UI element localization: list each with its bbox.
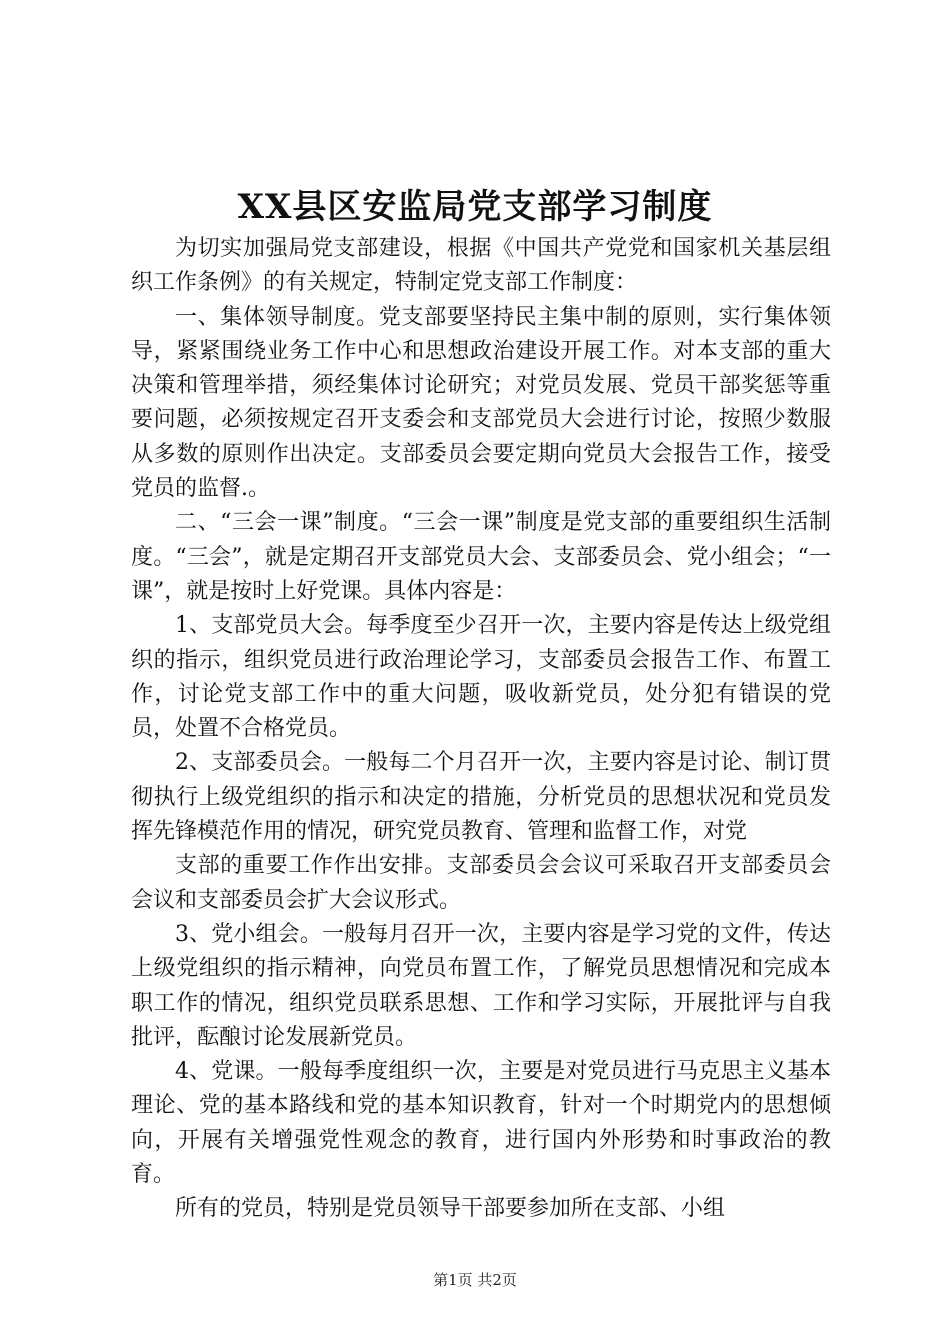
branch-member-assembly-paragraph: 1、支部党员大会。每季度至少召开一次，主要内容是传达上级党组织的指示，组织党员进行政治理论学习，支部委员会报告工作、布置工作，讨论党支部工作中的重大问题，吸收新党员，处分犯有错误的党员，处置不合格党员。 [131,613,831,742]
intro-paragraph: 为切实加强局党支部建设，根据《中国共产党党和国家机关基层组织工作条例》的有关规定，特制定党支部工作制度： [131,236,831,296]
collective-leadership-paragraph: 一、集体领导制度。党支部要坚持民主集中制的原则，实行集体领导，紧紧围绕业务工作中心和思想政治建设开展工作。对本支部的重大决策和管理举措，须经集体讨论研究；对党员发展、党员干部奖惩等重要问题，必须按规定召开支委会和支部党员大会进行讨论，按照少数服从多数的原则作出决定。支部委员会要定期向党员大会报告工作，接受党员的监督.。 [131,304,831,502]
document-body [131,232,831,1227]
page-number: 第1页 [433,1271,473,1289]
three-meetings-one-lesson-paragraph: 二、“三会一课”制度。“三会一课”制度是党支部的重要组织生活制度。“三会”，就是定期召开支部党员大会、支部委员会、党小组会；“一课”，就是按时上好党课。具体内容是： [131,510,831,604]
branch-committee-continued-paragraph: 支部的重要工作作出安排。支部委员会会议可采取召开支部委员会会议和支部委员会扩大会议形式。 [131,853,831,913]
document-title: XX县区安监局党支部学习制度 [237,187,713,227]
party-group-meeting-paragraph: 3、党小组会。一般每月召开一次，主要内容是学习党的文件，传达上级党组织的指示精神，向党员布置工作，了解党员思想情况和完成本职工作的情况，组织党员联系思想、工作和学习实际，开展批评与自我批评，酝酿讨论发展新党员。 [131,921,831,1050]
party-lesson-paragraph: 4、党课。一般每季度组织一次，主要是对党员进行马克思主义基本理论、党的基本路线和党的基本知识教育，针对一个时期党内的思想倾向，开展有关增强党性观念的教育，进行国内外形势和时事政治的教育。 [131,1059,831,1188]
page-total: 共2页 [477,1271,517,1289]
page-footer [0,1270,950,1290]
all-members-paragraph: 所有的党员，特别是党员领导干部要参加所在支部、小组 [175,1196,726,1222]
branch-committee-paragraph: 2、支部委员会。一般每二个月召开一次，主要内容是讨论、制订贯彻执行上级党组织的指示和决定的措施，分析党员的思想状况和党员发挥先锋模范作用的情况，研究党员教育、管理和监督工作，对党 [131,750,831,845]
